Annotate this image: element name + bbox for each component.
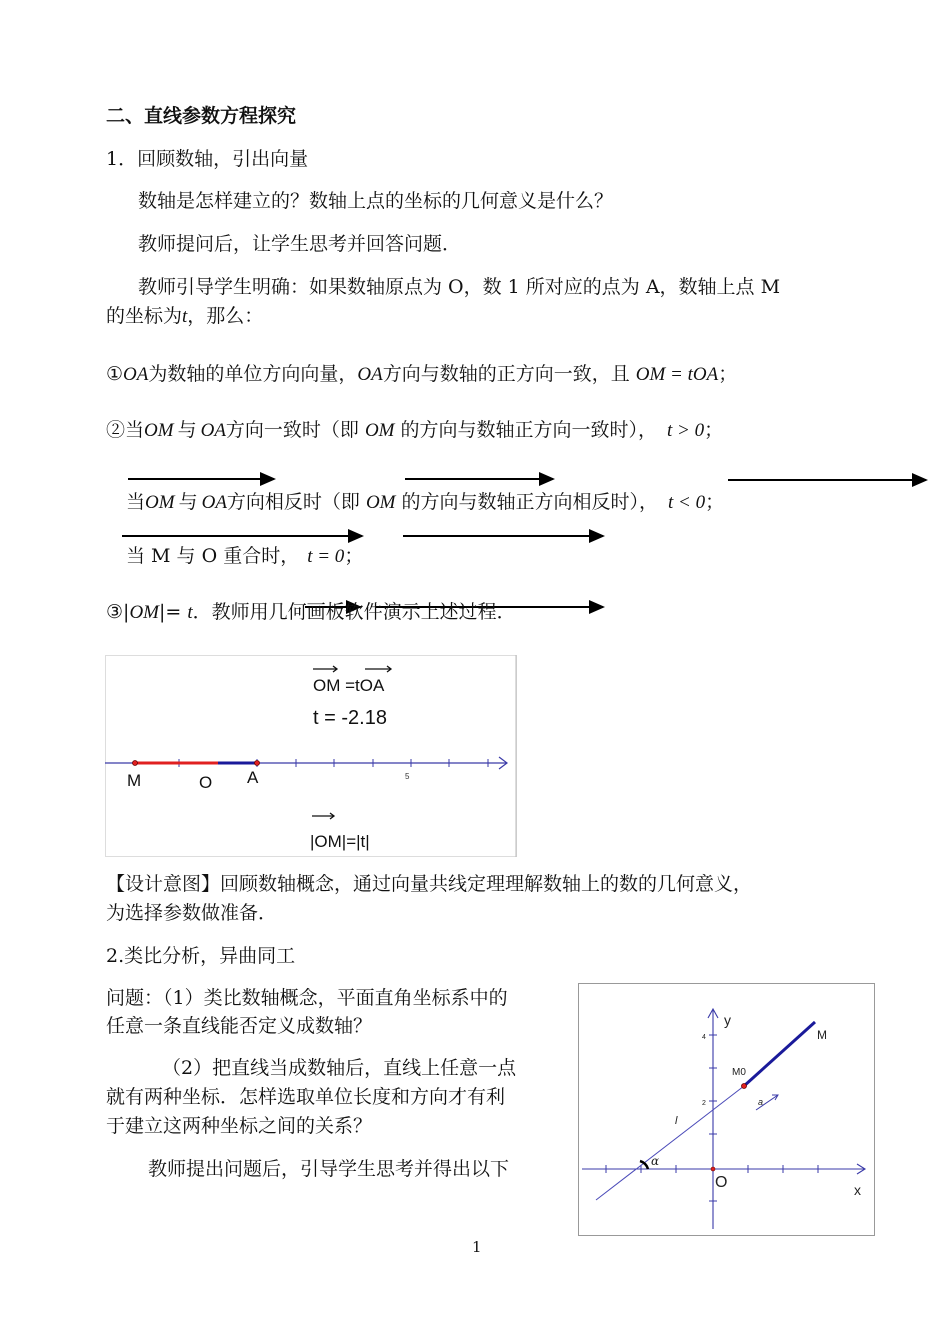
teacher-line-2a: 教师引导学生明确：如果数轴原点为 O，数 1 所对应的点为 A，数轴上点 M	[138, 276, 781, 298]
label-o: O	[199, 773, 213, 792]
teacher-line-3: 教师提出问题后，引导学生思考并得出以下	[148, 1158, 510, 1180]
arrow-2	[405, 478, 553, 480]
label-alpha: α	[651, 1154, 660, 1168]
tick-label-4: 4	[702, 1034, 706, 1041]
point-m	[133, 761, 138, 766]
point-origin	[711, 1167, 715, 1171]
subheading-2: 2.类比分析，异曲同工	[106, 945, 296, 967]
text: ；	[718, 363, 738, 385]
text: 方向与数轴的正方向一致，且	[382, 363, 630, 385]
vec-om: OM	[129, 602, 159, 623]
text: 的方向与数轴正方向一致时），	[400, 419, 658, 441]
question-3c: 于建立这两种坐标之间的关系？	[106, 1115, 373, 1137]
vec-om: OM	[144, 420, 174, 441]
point-1	[106, 362, 737, 387]
vec-oa: OA	[357, 364, 383, 385]
mark: ①	[106, 363, 124, 385]
text: ②当	[106, 419, 145, 441]
vec-oa: OA	[123, 364, 149, 385]
text: ；	[705, 491, 725, 513]
var-t: t	[187, 602, 193, 623]
point-5	[106, 600, 516, 625]
label-m: M	[817, 1028, 827, 1042]
question-1: 数轴是怎样建立的？数轴上点的坐标的几何意义是什么？	[138, 190, 614, 212]
vec-om: OM	[365, 492, 396, 513]
arrow-3	[728, 479, 926, 481]
condition: t = 0	[307, 546, 345, 567]
question-3a: （2）把直线当成数轴后，直线上任意一点	[162, 1057, 517, 1079]
text: ③|	[106, 601, 130, 623]
question-2a: 问题：（1）类比数轴概念，平面直角坐标系中的	[106, 987, 508, 1009]
text: 的方向与数轴正方向相反时），	[401, 491, 659, 513]
question-3b: 就有两种坐标．怎样选取单位长度和方向才有利	[106, 1086, 506, 1108]
subheading-1: 1．回顾数轴，引出向量	[106, 148, 309, 170]
design-intent-1: 【设计意图】回顾数轴概念，通过向量共线定理理解数轴上的数的几何意义，	[106, 873, 753, 895]
text: 当 M 与 O 重合时，	[126, 545, 300, 567]
number-line-figure	[105, 655, 519, 859]
point-3	[126, 490, 724, 515]
var-t: t	[182, 306, 188, 327]
text: 当	[126, 491, 146, 513]
tick-label-5: 5	[405, 772, 410, 781]
label-y: y	[724, 1012, 731, 1028]
question-2b: 任意一条直线能否定义成数轴？	[106, 1015, 373, 1037]
equation-om-toa: OM =tOA	[313, 676, 385, 695]
section-title: 二、直线参数方程探究	[106, 105, 297, 127]
teacher-line-2b	[106, 304, 263, 329]
vec-oa: OA	[200, 420, 226, 441]
point-m0	[742, 1084, 747, 1089]
label-a: A	[247, 768, 259, 787]
design-intent-2: 为选择参数做准备．	[106, 902, 278, 924]
label-m: M	[127, 771, 142, 790]
text: 与	[178, 491, 198, 513]
vec-oa: OA	[201, 492, 227, 513]
arrow-5	[403, 535, 603, 537]
point-a	[255, 761, 260, 766]
text: |=	[159, 601, 188, 623]
tick-label-2: 2	[702, 1100, 706, 1107]
text: 的坐标为	[106, 305, 183, 327]
point-4	[126, 544, 363, 569]
vec-om: OM	[364, 420, 395, 441]
label-origin: O	[715, 1174, 728, 1191]
label-x: x	[854, 1182, 861, 1198]
condition: t > 0	[667, 420, 705, 441]
label-l: l	[675, 1115, 678, 1127]
label-m0: M0	[732, 1067, 746, 1078]
teacher-line-1: 教师提问后，让学生思考并回答问题．	[138, 233, 462, 255]
condition: t < 0	[668, 492, 706, 513]
arrow-4	[122, 535, 362, 537]
vec-om: OM	[145, 492, 175, 513]
text: 方向相反时（即	[226, 491, 360, 513]
text: 为数轴的单位方向向量，	[148, 363, 358, 385]
abs-equation: |OM|=|t|	[310, 832, 370, 851]
text: ；	[704, 419, 724, 441]
point-2	[106, 418, 723, 443]
t-value: t = -2.18	[313, 707, 387, 729]
text: 方向一致时（即	[225, 419, 359, 441]
text: ，那么：	[187, 305, 264, 327]
equation: OM = tOA	[635, 364, 719, 385]
label-a: a	[758, 1097, 764, 1107]
text: ．教师用几何画板软件演示上述过程．	[192, 601, 516, 623]
page-number: 1	[472, 1238, 482, 1256]
coordinate-figure	[578, 983, 876, 1237]
text: 与	[177, 419, 197, 441]
arrow-1	[128, 478, 274, 480]
text: ；	[344, 545, 364, 567]
